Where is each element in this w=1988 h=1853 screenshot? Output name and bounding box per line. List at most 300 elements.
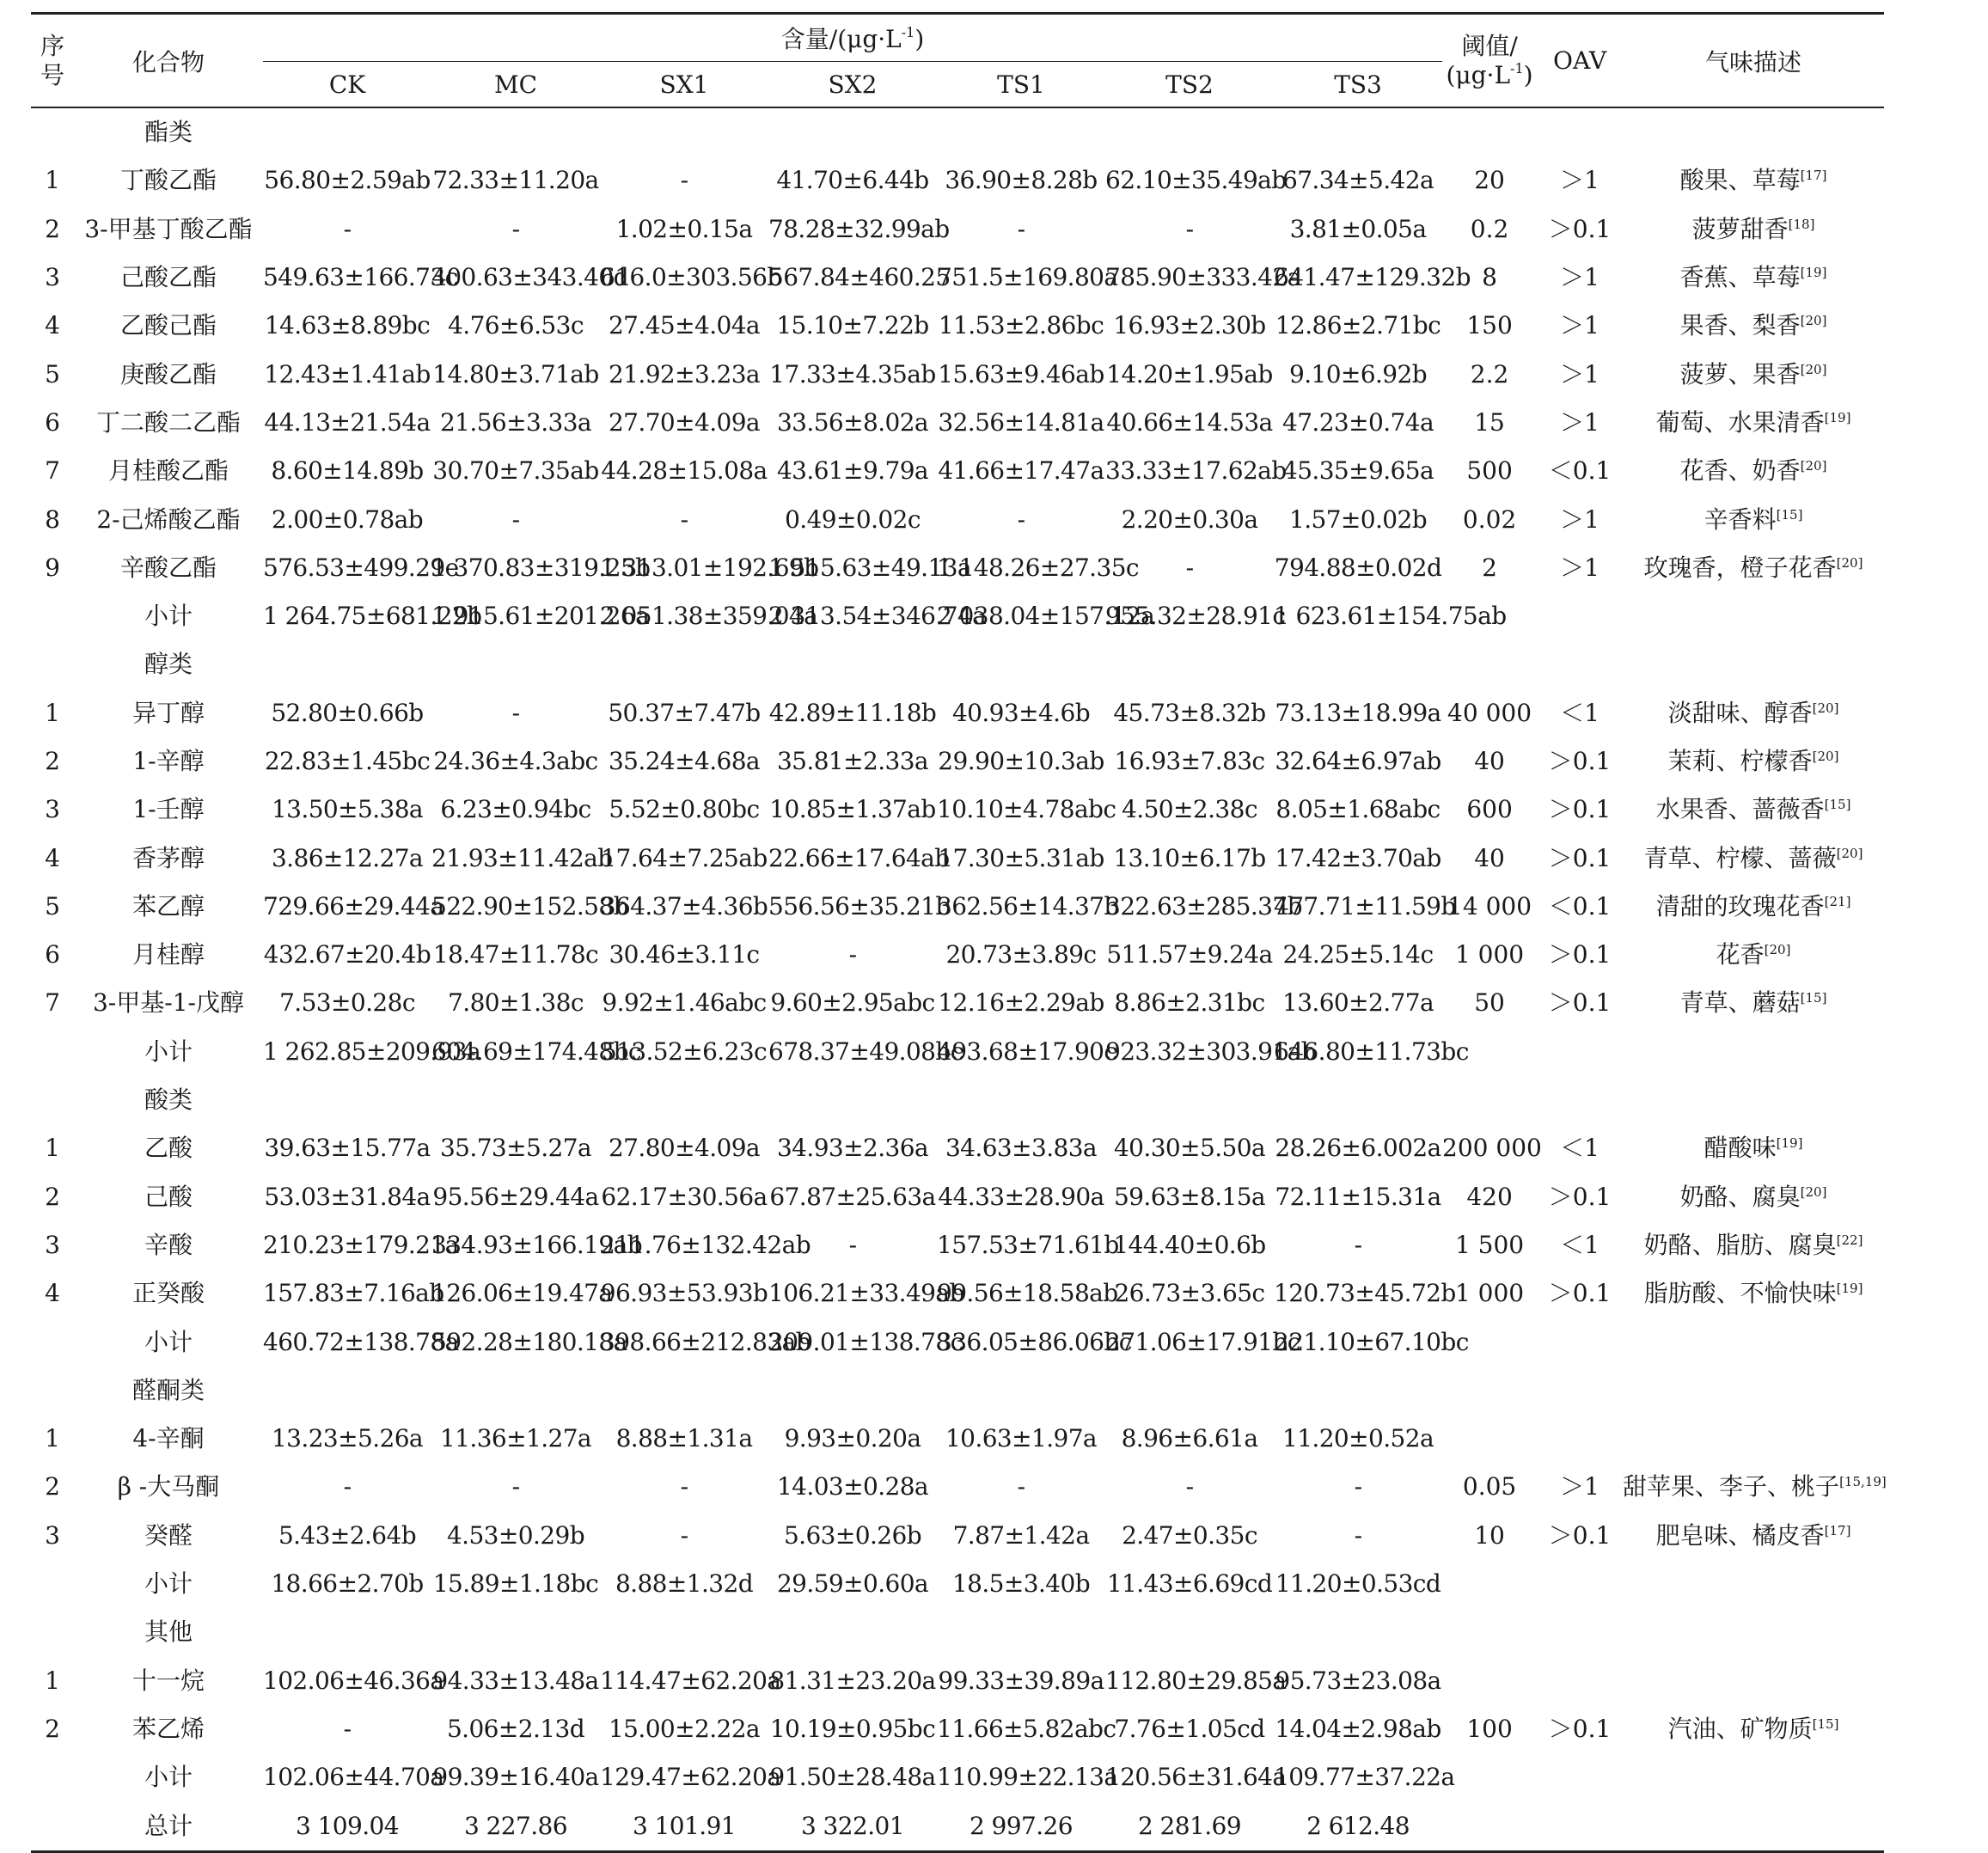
content-value-sx1: 5.52±0.80bc (609, 795, 760, 824)
content-value-sx1: 50.37±7.47b (608, 698, 761, 727)
threshold-value: 420 (1466, 1182, 1513, 1211)
content-value-sx1: - (680, 1472, 688, 1501)
header-group-sx2: SX2 (828, 70, 878, 99)
odor-reference: [19] (1824, 409, 1851, 425)
table-row (31, 302, 1884, 350)
threshold-value: 500 (1466, 456, 1513, 486)
content-value-ck: 44.13±21.54a (264, 407, 431, 437)
oav-value: ＞1 (1560, 311, 1600, 340)
content-value-ts3: 47.23±0.74a (1281, 407, 1434, 437)
header-group-ts1: TS1 (997, 70, 1045, 99)
category-name: 酯类 (144, 118, 193, 147)
table-row (31, 1269, 1884, 1318)
empty-cell (937, 1076, 1105, 1124)
compound-name: 癸醛 (144, 1520, 193, 1550)
odor-reference: [20] (1800, 458, 1827, 474)
oav-value: ＞0.1 (1548, 988, 1612, 1018)
category-row (31, 1608, 1884, 1656)
table-row (31, 931, 1884, 979)
content-value-mc: 7.80±1.38c (448, 988, 584, 1018)
content-value-sx2: 15.10±7.22b (776, 311, 929, 340)
content-value-sx1: 513.52±6.23c (601, 1037, 768, 1066)
odor-text: 奶酪、腐臭 (1679, 1182, 1801, 1211)
empty-cell (768, 640, 937, 688)
odor-reference: [20] (1812, 700, 1839, 716)
threshold-value (1442, 1657, 1537, 1705)
compound-name: 2-己烯酸乙酯 (96, 505, 241, 534)
content-value-ck: 13.50±5.38a (271, 795, 424, 824)
content-value-ts2: 112.80±29.85a (1105, 1666, 1287, 1695)
content-value-sx2: 2 313.54±346.74a (768, 602, 987, 631)
content-value-ts3: 641.47±129.32b (1274, 263, 1471, 292)
compound-name: 正癸酸 (132, 1279, 205, 1308)
row-no: 1 (45, 1666, 60, 1695)
content-value-ts1: 41.66±17.47a (938, 456, 1104, 486)
empty-cell (263, 107, 431, 156)
content-value-sx1: 9.92±1.46abc (602, 988, 767, 1018)
content-value-ts3: - (1354, 1472, 1362, 1501)
content-value-ts1: 751.5±169.80a (937, 263, 1118, 292)
content-value-ts1: 1 148.26±27.35c (937, 553, 1139, 582)
row-no: 8 (45, 505, 60, 534)
row-no: 6 (45, 407, 60, 437)
empty-cell (600, 107, 768, 156)
empty-cell (1105, 107, 1274, 156)
oav-value: ＞0.1 (1548, 940, 1612, 969)
table-row (31, 205, 1884, 254)
compound-table-wrapper (31, 12, 1887, 1853)
row-no (31, 640, 74, 688)
odor-text: 香蕉、草莓 (1679, 263, 1801, 292)
compound-name: 苯乙醇 (132, 891, 205, 920)
content-value-ts1: 34.63±3.83a (945, 1134, 1098, 1163)
odor-text: 果香、梨香 (1679, 311, 1801, 340)
empty-cell (1623, 1367, 1884, 1415)
subtotal-row (31, 1753, 1884, 1801)
content-value-ts3: 73.13±18.99a (1275, 698, 1441, 727)
content-value-ts2: 511.57±9.24a (1106, 940, 1273, 969)
content-value-ts1: 18.5±3.40b (951, 1569, 1091, 1599)
subtotal-label: 小计 (144, 1569, 193, 1599)
content-value-ts3: 2 612.48 (1306, 1811, 1410, 1840)
content-value-sx1: 8.88±1.32d (615, 1569, 754, 1599)
table-row (31, 399, 1884, 447)
odor-reference: [18] (1788, 216, 1815, 232)
content-value-sx2: 10.85±1.37ab (769, 795, 936, 824)
odor-text: 茉莉、柠檬香 (1667, 747, 1813, 775)
content-value-sx2: 43.61±9.79a (776, 456, 929, 486)
odor-description (1623, 1269, 1884, 1318)
content-value-ts2: 8.96±6.61a (1121, 1424, 1258, 1453)
content-value-mc: 1 915.61±201.26a (431, 602, 650, 631)
row-no: 7 (45, 988, 60, 1018)
content-value-ts2: 33.33±17.62ab (1105, 456, 1287, 486)
odor-description (1623, 495, 1884, 543)
odor-reference: [20] (1800, 361, 1827, 377)
odor-text: 菠萝甜香 (1691, 214, 1789, 243)
content-value-ts1: 29.90±10.3ab (938, 747, 1104, 775)
subtotal-row (31, 1028, 1884, 1076)
threshold-value: 1 000 (1454, 940, 1525, 969)
content-value-sx2: 9.60±2.95abc (770, 988, 935, 1018)
empty-cell (1537, 1028, 1623, 1076)
category-row (31, 1367, 1884, 1415)
content-value-ck: 12.43±1.41ab (264, 359, 431, 388)
category-name: 酸类 (144, 1086, 193, 1115)
content-value-sx2: 209.01±138.78c (768, 1327, 963, 1356)
empty-cell (1442, 1560, 1537, 1608)
content-value-sx2: 10.19±0.95bc (769, 1714, 936, 1743)
content-value-ts2: 120.56±31.64a (1105, 1763, 1287, 1792)
table-row (31, 1463, 1884, 1511)
content-value-ts1: 157.53±71.61b (937, 1230, 1119, 1259)
content-value-ts3: - (1354, 1520, 1362, 1550)
empty-cell (431, 1608, 600, 1656)
content-value-ts1: 11.53±2.86bc (938, 311, 1104, 340)
table-row (31, 834, 1884, 882)
empty-cell (600, 1608, 768, 1656)
empty-cell (1623, 592, 1884, 640)
odor-reference: [20] (1836, 554, 1863, 571)
row-no: 7 (45, 456, 60, 486)
odor-description (1623, 883, 1884, 931)
empty-cell (1274, 107, 1442, 156)
content-value-ts1: 2 997.26 (970, 1811, 1073, 1840)
subtotal-label: 小计 (144, 1763, 193, 1792)
category-row (31, 107, 1884, 156)
content-value-ck: 3.86±12.27a (271, 843, 424, 872)
content-value-mc: 1 370.83±319.25b (431, 553, 651, 582)
table-row (31, 156, 1884, 205)
table-row (31, 350, 1884, 398)
odor-text: 花香、奶香 (1679, 456, 1801, 486)
odor-text: 脂肪酸、不愉快味 (1643, 1279, 1837, 1308)
content-value-ts1: 10.63±1.97a (945, 1424, 1098, 1453)
content-value-mc: 5.06±2.13d (446, 1714, 585, 1743)
odor-description (1623, 931, 1884, 979)
odor-reference: [15] (1776, 506, 1803, 523)
compound-name: 十一烷 (132, 1666, 205, 1695)
odor-description (1623, 399, 1884, 447)
compound-name: 月桂酸乙酯 (107, 456, 229, 486)
content-value-ts3: 3.81±0.05a (1289, 214, 1427, 243)
odor-text: 汽油、矿物质 (1667, 1714, 1813, 1743)
empty-cell (263, 1367, 431, 1415)
compound-name: 己酸乙酯 (119, 263, 217, 292)
oav-value: ＞0.1 (1548, 795, 1612, 824)
content-value-sx1: 44.28±15.08a (601, 456, 768, 486)
content-value-sx1: 62.17±30.56a (601, 1182, 768, 1211)
empty-cell (1537, 1560, 1623, 1608)
content-value-ts3: 11.20±0.53cd (1275, 1569, 1441, 1599)
content-value-mc: 21.93±11.42ab (431, 843, 613, 872)
content-value-ts3: 109.77±37.22a (1274, 1763, 1455, 1792)
content-value-sx2: 29.59±0.60a (776, 1569, 929, 1599)
empty-cell (1442, 1801, 1537, 1851)
content-value-sx2: 14.03±0.28a (776, 1472, 929, 1501)
empty-cell (1105, 1367, 1274, 1415)
threshold-value: 40 (1474, 843, 1505, 872)
total-label: 总计 (144, 1811, 193, 1840)
content-value-ts1: 11.66±5.82abc (937, 1714, 1116, 1743)
content-value-ts3: 72.11±15.31a (1275, 1182, 1441, 1211)
content-value-ts2: - (1185, 214, 1194, 243)
row-no (31, 1318, 74, 1366)
odor-description (1623, 786, 1884, 834)
content-value-mc: 72.33±11.20a (432, 166, 599, 195)
compound-name: 4-辛酮 (132, 1424, 205, 1453)
category-name: 其他 (144, 1618, 193, 1647)
empty-cell (1537, 1608, 1623, 1656)
table-row (31, 1221, 1884, 1269)
oav-value: ＞0.1 (1548, 1182, 1612, 1211)
odor-reference: [20] (1764, 942, 1791, 958)
content-value-ts3: 221.10±67.10bc (1274, 1327, 1469, 1356)
threshold-value: 8 (1482, 263, 1497, 292)
odor-description (1623, 1512, 1884, 1560)
content-value-ck: 18.66±2.70b (271, 1569, 424, 1599)
empty-cell (1623, 1318, 1884, 1366)
content-value-sx2: 1 515.63±49.13a (768, 553, 972, 582)
odor-description (1623, 737, 1884, 786)
row-no: 2 (45, 1182, 60, 1211)
content-value-sx1: 27.80±4.09a (608, 1134, 761, 1163)
oav-value (1537, 1657, 1623, 1705)
content-value-ck: 1 262.85±209.93a (263, 1037, 481, 1066)
content-value-sx1: 114.47±62.20a (600, 1666, 781, 1695)
odor-description (1623, 689, 1884, 737)
content-value-mc: 15.89±1.18bc (432, 1569, 599, 1599)
content-value-ts2: 16.93±7.83c (1114, 747, 1265, 775)
threshold-value: 15 (1474, 407, 1505, 437)
content-value-ts1: 10.10±4.78abc (937, 795, 1116, 824)
content-value-ck: 7.53±0.28c (279, 988, 415, 1018)
empty-cell (1274, 1367, 1442, 1415)
content-value-ts2: 40.66±14.53a (1106, 407, 1273, 437)
content-value-mc: 126.06±19.47a (431, 1279, 613, 1308)
content-value-ts1: - (1017, 505, 1025, 534)
table-row (31, 737, 1884, 786)
empty-cell (937, 640, 1105, 688)
empty-cell (1537, 107, 1623, 156)
odor-reference: [20] (1836, 845, 1863, 861)
threshold-value: 600 (1466, 795, 1513, 824)
content-value-ts1: 7.87±1.42a (952, 1520, 1090, 1550)
oav-value: ＜1 (1560, 1230, 1600, 1259)
threshold-value: 0.05 (1462, 1472, 1517, 1501)
content-value-ts2: - (1185, 553, 1194, 582)
empty-cell (1623, 1028, 1884, 1076)
compound-name: β -大马酮 (117, 1472, 220, 1501)
content-value-sx1: 1.02±0.15a (615, 214, 753, 243)
row-no: 4 (45, 311, 60, 340)
row-no: 2 (45, 1472, 60, 1501)
content-value-ts2: 923.32±303.91ab (1105, 1037, 1317, 1066)
odor-description (1623, 1173, 1884, 1221)
table-row (31, 447, 1884, 495)
empty-cell (1623, 1560, 1884, 1608)
odor-text: 奶酪、脂肪、腐臭 (1643, 1230, 1837, 1259)
empty-cell (431, 1076, 600, 1124)
empty-cell (1537, 1367, 1623, 1415)
content-value-mc: 18.47±11.78c (432, 940, 599, 969)
content-value-sx2: 81.31±23.20a (769, 1666, 936, 1695)
odor-text: 辛香料 (1704, 505, 1777, 534)
content-value-ts1: 36.90±8.28b (945, 166, 1098, 195)
empty-cell (1105, 1608, 1274, 1656)
empty-cell (937, 1608, 1105, 1656)
threshold-value: 50 (1474, 988, 1505, 1018)
empty-cell (1274, 1076, 1442, 1124)
content-value-ck: 1 264.75±681.22b (263, 602, 482, 631)
odor-description (1623, 350, 1884, 398)
content-value-mc: 21.56±3.33a (439, 407, 592, 437)
content-value-ts2: 2 281.69 (1138, 1811, 1241, 1840)
content-value-sx2: 5.63±0.26b (783, 1520, 922, 1550)
content-value-ts1: 99.33±39.89a (938, 1666, 1104, 1695)
content-value-ts2: - (1185, 1472, 1194, 1501)
content-value-ck: 576.53±499.29e (263, 553, 459, 582)
content-value-sx2: - (848, 1230, 857, 1259)
odor-reference: [19] (1776, 1135, 1803, 1152)
content-value-ts3: 11.20±0.52a (1281, 1424, 1434, 1453)
header-group-ts2: TS2 (1165, 70, 1214, 99)
content-value-mc: 6.23±0.94bc (440, 795, 591, 824)
total-row (31, 1801, 1884, 1851)
oav-value: ＞1 (1560, 553, 1600, 582)
content-value-sx1: 398.66±212.83ab (600, 1327, 811, 1356)
row-no: 2 (45, 1714, 60, 1743)
row-no: 5 (45, 891, 60, 920)
table-row (31, 689, 1884, 737)
odor-text: 玫瑰香，橙子花香 (1643, 553, 1837, 582)
content-value-mc: - (511, 698, 520, 727)
content-value-ts3: 24.25±5.14c (1282, 940, 1434, 969)
empty-cell (600, 640, 768, 688)
content-value-mc: 400.63±343.40d (431, 263, 628, 292)
content-value-sx2: - (848, 940, 857, 969)
odor-description (1623, 447, 1884, 495)
content-value-sx1: 27.45±4.04a (608, 311, 761, 340)
odor-text: 肥皂味、橘皮香 (1655, 1520, 1825, 1550)
empty-cell (1537, 1318, 1623, 1366)
content-value-sx2: 567.84±460.25 (768, 263, 951, 292)
content-value-sx1: 8.88±1.31a (615, 1424, 753, 1453)
empty-cell (600, 1076, 768, 1124)
row-no (31, 592, 74, 640)
compound-name: 香茅醇 (132, 843, 205, 872)
subtotal-row (31, 1560, 1884, 1608)
threshold-value: 0.02 (1462, 505, 1517, 534)
empty-cell (1105, 1076, 1274, 1124)
compound-name: 1-壬醇 (132, 795, 205, 824)
content-value-ck: 13.23±5.26a (271, 1424, 424, 1453)
odor-reference: [15,19] (1839, 1474, 1887, 1490)
content-value-sx2: 17.33±4.35ab (769, 359, 936, 388)
content-value-sx2: 3 322.01 (801, 1811, 904, 1840)
category-name: 醇类 (144, 650, 193, 679)
odor-description (1623, 1705, 1884, 1753)
content-value-sx2: 35.81±2.33a (776, 747, 929, 775)
content-value-sx1: 27.70±4.09a (608, 407, 761, 437)
content-value-ck: 432.67±20.4b (263, 940, 431, 969)
content-value-ts3: 14.04±2.98ab (1275, 1714, 1441, 1743)
subtotal-label: 小计 (144, 1327, 193, 1356)
header-content: 含量$/(\mu g\cdot L^{-1})$ (263, 14, 1442, 62)
content-value-sx2: 42.89±11.18b (768, 698, 937, 727)
content-value-ck: 22.83±1.45bc (264, 747, 431, 775)
content-value-mc: 522.90±152.58b (431, 891, 628, 920)
content-value-ts1: - (1017, 214, 1025, 243)
odor-text: 青草、柠檬、蔷薇 (1643, 843, 1837, 872)
content-value-mc: 14.80±3.71ab (432, 359, 599, 388)
content-value-ck: 14.63±8.89bc (264, 311, 431, 340)
content-value-ck: - (343, 1714, 352, 1743)
compound-name: 辛酸 (144, 1230, 193, 1259)
threshold-value: 1 500 (1454, 1230, 1525, 1259)
row-no (31, 1608, 74, 1656)
oav-value: ＞1 (1560, 407, 1600, 437)
content-value-ts1: 336.05±86.06bc (937, 1327, 1132, 1356)
content-value-ts3: 95.73±23.08a (1275, 1666, 1441, 1695)
compound-name: 月桂醇 (132, 940, 205, 969)
empty-cell (768, 1367, 937, 1415)
empty-cell (1537, 1753, 1623, 1801)
content-value-ts3: 9.10±6.92b (1288, 359, 1428, 388)
row-no: 4 (45, 843, 60, 872)
content-value-ts2: 16.93±2.30b (1113, 311, 1266, 340)
row-no: 5 (45, 359, 60, 388)
odor-reference: [15] (1812, 1715, 1839, 1732)
content-value-sx2: 0.49±0.02c (785, 505, 921, 534)
compound-name: 丁酸乙酯 (119, 166, 217, 195)
odor-text: 水果香、蔷薇香 (1655, 795, 1825, 824)
empty-cell (1442, 1367, 1537, 1415)
odor-reference: [15] (1824, 797, 1851, 813)
content-value-sx2: 678.37±49.08bc (768, 1037, 963, 1066)
empty-cell (1442, 1076, 1537, 1124)
content-value-sx1: 15.00±2.22a (608, 1714, 761, 1743)
oav-value: ＜0.1 (1548, 456, 1612, 486)
content-value-ck: - (343, 214, 352, 243)
empty-cell (1274, 640, 1442, 688)
threshold-value (1442, 1415, 1537, 1463)
odor-text: 甜苹果、李子、桃子 (1623, 1472, 1840, 1501)
oav-value: ＞1 (1560, 263, 1600, 292)
compound-name: 辛酸乙酯 (119, 553, 217, 582)
content-value-sx1: 616.0±303.56b (600, 263, 782, 292)
empty-cell (263, 1608, 431, 1656)
volatile-compounds-table (31, 12, 1887, 1853)
table-row (31, 883, 1884, 931)
odor-description (1623, 1657, 1884, 1705)
threshold-value: 40 000 (1447, 698, 1532, 727)
table-row (31, 979, 1884, 1027)
threshold-value: 0.2 (1470, 214, 1509, 243)
odor-reference: [17] (1800, 168, 1827, 184)
subtotal-label: 小计 (144, 1037, 193, 1066)
odor-text: 菠萝、果香 (1679, 359, 1801, 388)
content-value-ts2: 8.86±2.31bc (1114, 988, 1265, 1018)
empty-cell (600, 1367, 768, 1415)
odor-text: 清甜的玫瑰花香 (1655, 891, 1825, 920)
odor-description (1623, 834, 1884, 882)
odor-reference: [20] (1800, 313, 1827, 329)
row-no: 3 (45, 795, 60, 824)
content-value-sx2: 78.28±32.99ab (768, 214, 950, 243)
odor-reference: [20] (1812, 749, 1839, 764)
compound-name: 丁二酸二乙酯 (95, 407, 241, 437)
